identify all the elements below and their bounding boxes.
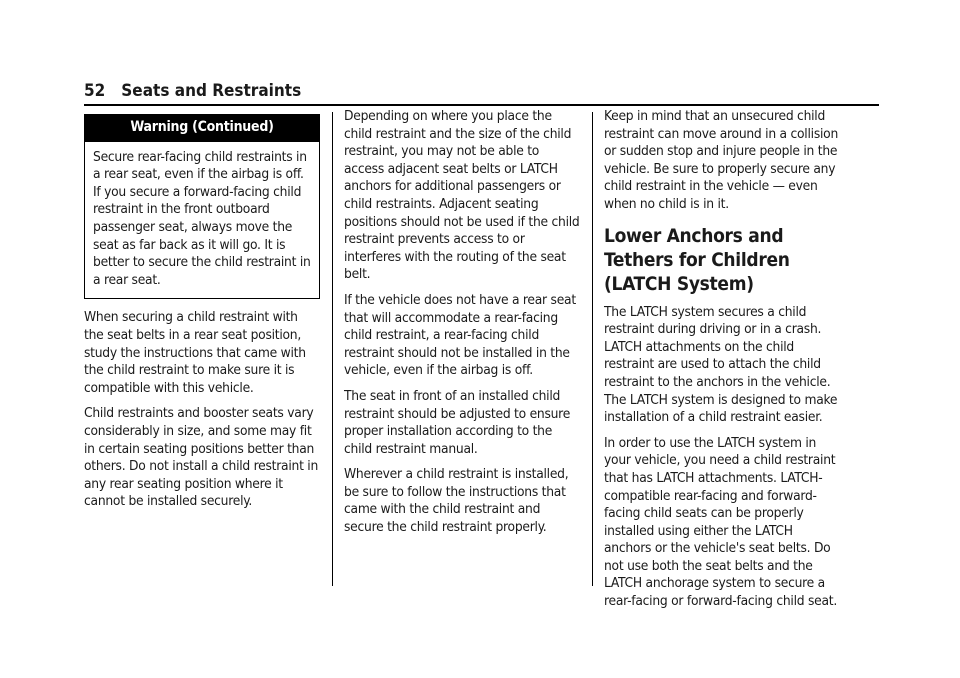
paragraph: Keep in mind that an unsecured child restraint can move around in a collision or sudden stop and injure people in the vehicle. Be sure to properly secure any child restraint in the vehicle — even when no child is in it. bbox=[604, 108, 838, 212]
paragraph: Wherever a child restraint is installed, be sure to follow the instructions that came with the child restraint and secure the child restraint properly. bbox=[344, 466, 569, 536]
column-1 bbox=[84, 114, 320, 519]
section-heading: Lower Anchors and Tethers for Children (LATCH System) bbox=[604, 224, 790, 295]
paragraph: The seat in front of an installed child restraint should be adjusted to ensure proper installation according to the child restraint manual. bbox=[344, 387, 571, 457]
header-rule bbox=[84, 104, 879, 106]
section-title: Seats and Restraints bbox=[121, 81, 302, 101]
paragraph: Depending on where you place the child restraint and the size of the child restraint, you may not be able to access adjacent seat belts or LATCH anchors for additional passengers or child restraints. Adjacent seating positions should not be used if the child restraint prevents access to or interferes with the routing of the seat belt. bbox=[344, 108, 580, 283]
warning-body: Secure rear-facing child restraints in a rear seat, even if the airbag is off. If you secure a forward-facing child restraint in the front outboard passenger seat, always move the seat as far back as it will go. It is better to secure the child restraint in a rear seat. bbox=[93, 148, 311, 288]
paragraph: The LATCH system secures a child restraint during driving or in a crash. LATCH attachments on the child restraint are used to attach the child restraint to the anchors in the vehicle. The LATCH system is designed to make installation of a child restraint easier. bbox=[604, 303, 838, 426]
page-header bbox=[84, 81, 301, 101]
warning-title: Warning (Continued) bbox=[85, 115, 319, 142]
paragraph: In order to use the LATCH system in your vehicle, you need a child restraint that has LATCH attachments. LATCH-compatible rear-facing and forward-facing child seats can be properly installed using either the LATCH anchors or the vehicle's seat belts. Do not use both the seat belts and the LATCH anchorage system to secure a rear-facing or forward-facing child seat. bbox=[604, 434, 838, 610]
column-2 bbox=[344, 108, 580, 545]
column-3 bbox=[604, 108, 840, 619]
paragraph: Child restraints and booster seats vary considerably in size, and some may fit in certain seating positions better than others. Do not install a child restraint in any rear seating position where it cannot be installed securely. bbox=[84, 405, 319, 510]
column-divider bbox=[332, 112, 333, 586]
paragraph: When securing a child restraint with the seat belts in a rear seat position, study the instructions that came with the child restraint to make sure it is compatible with this vehicle. bbox=[84, 309, 306, 396]
page-number: 52 bbox=[84, 81, 106, 101]
paragraph: If the vehicle does not have a rear seat that will accommodate a rear-facing child restraint, a rear-facing child restraint should not be installed in the vehicle, even if the airbag is off. bbox=[344, 291, 576, 379]
warning-box bbox=[84, 114, 320, 299]
column-divider bbox=[592, 112, 593, 586]
